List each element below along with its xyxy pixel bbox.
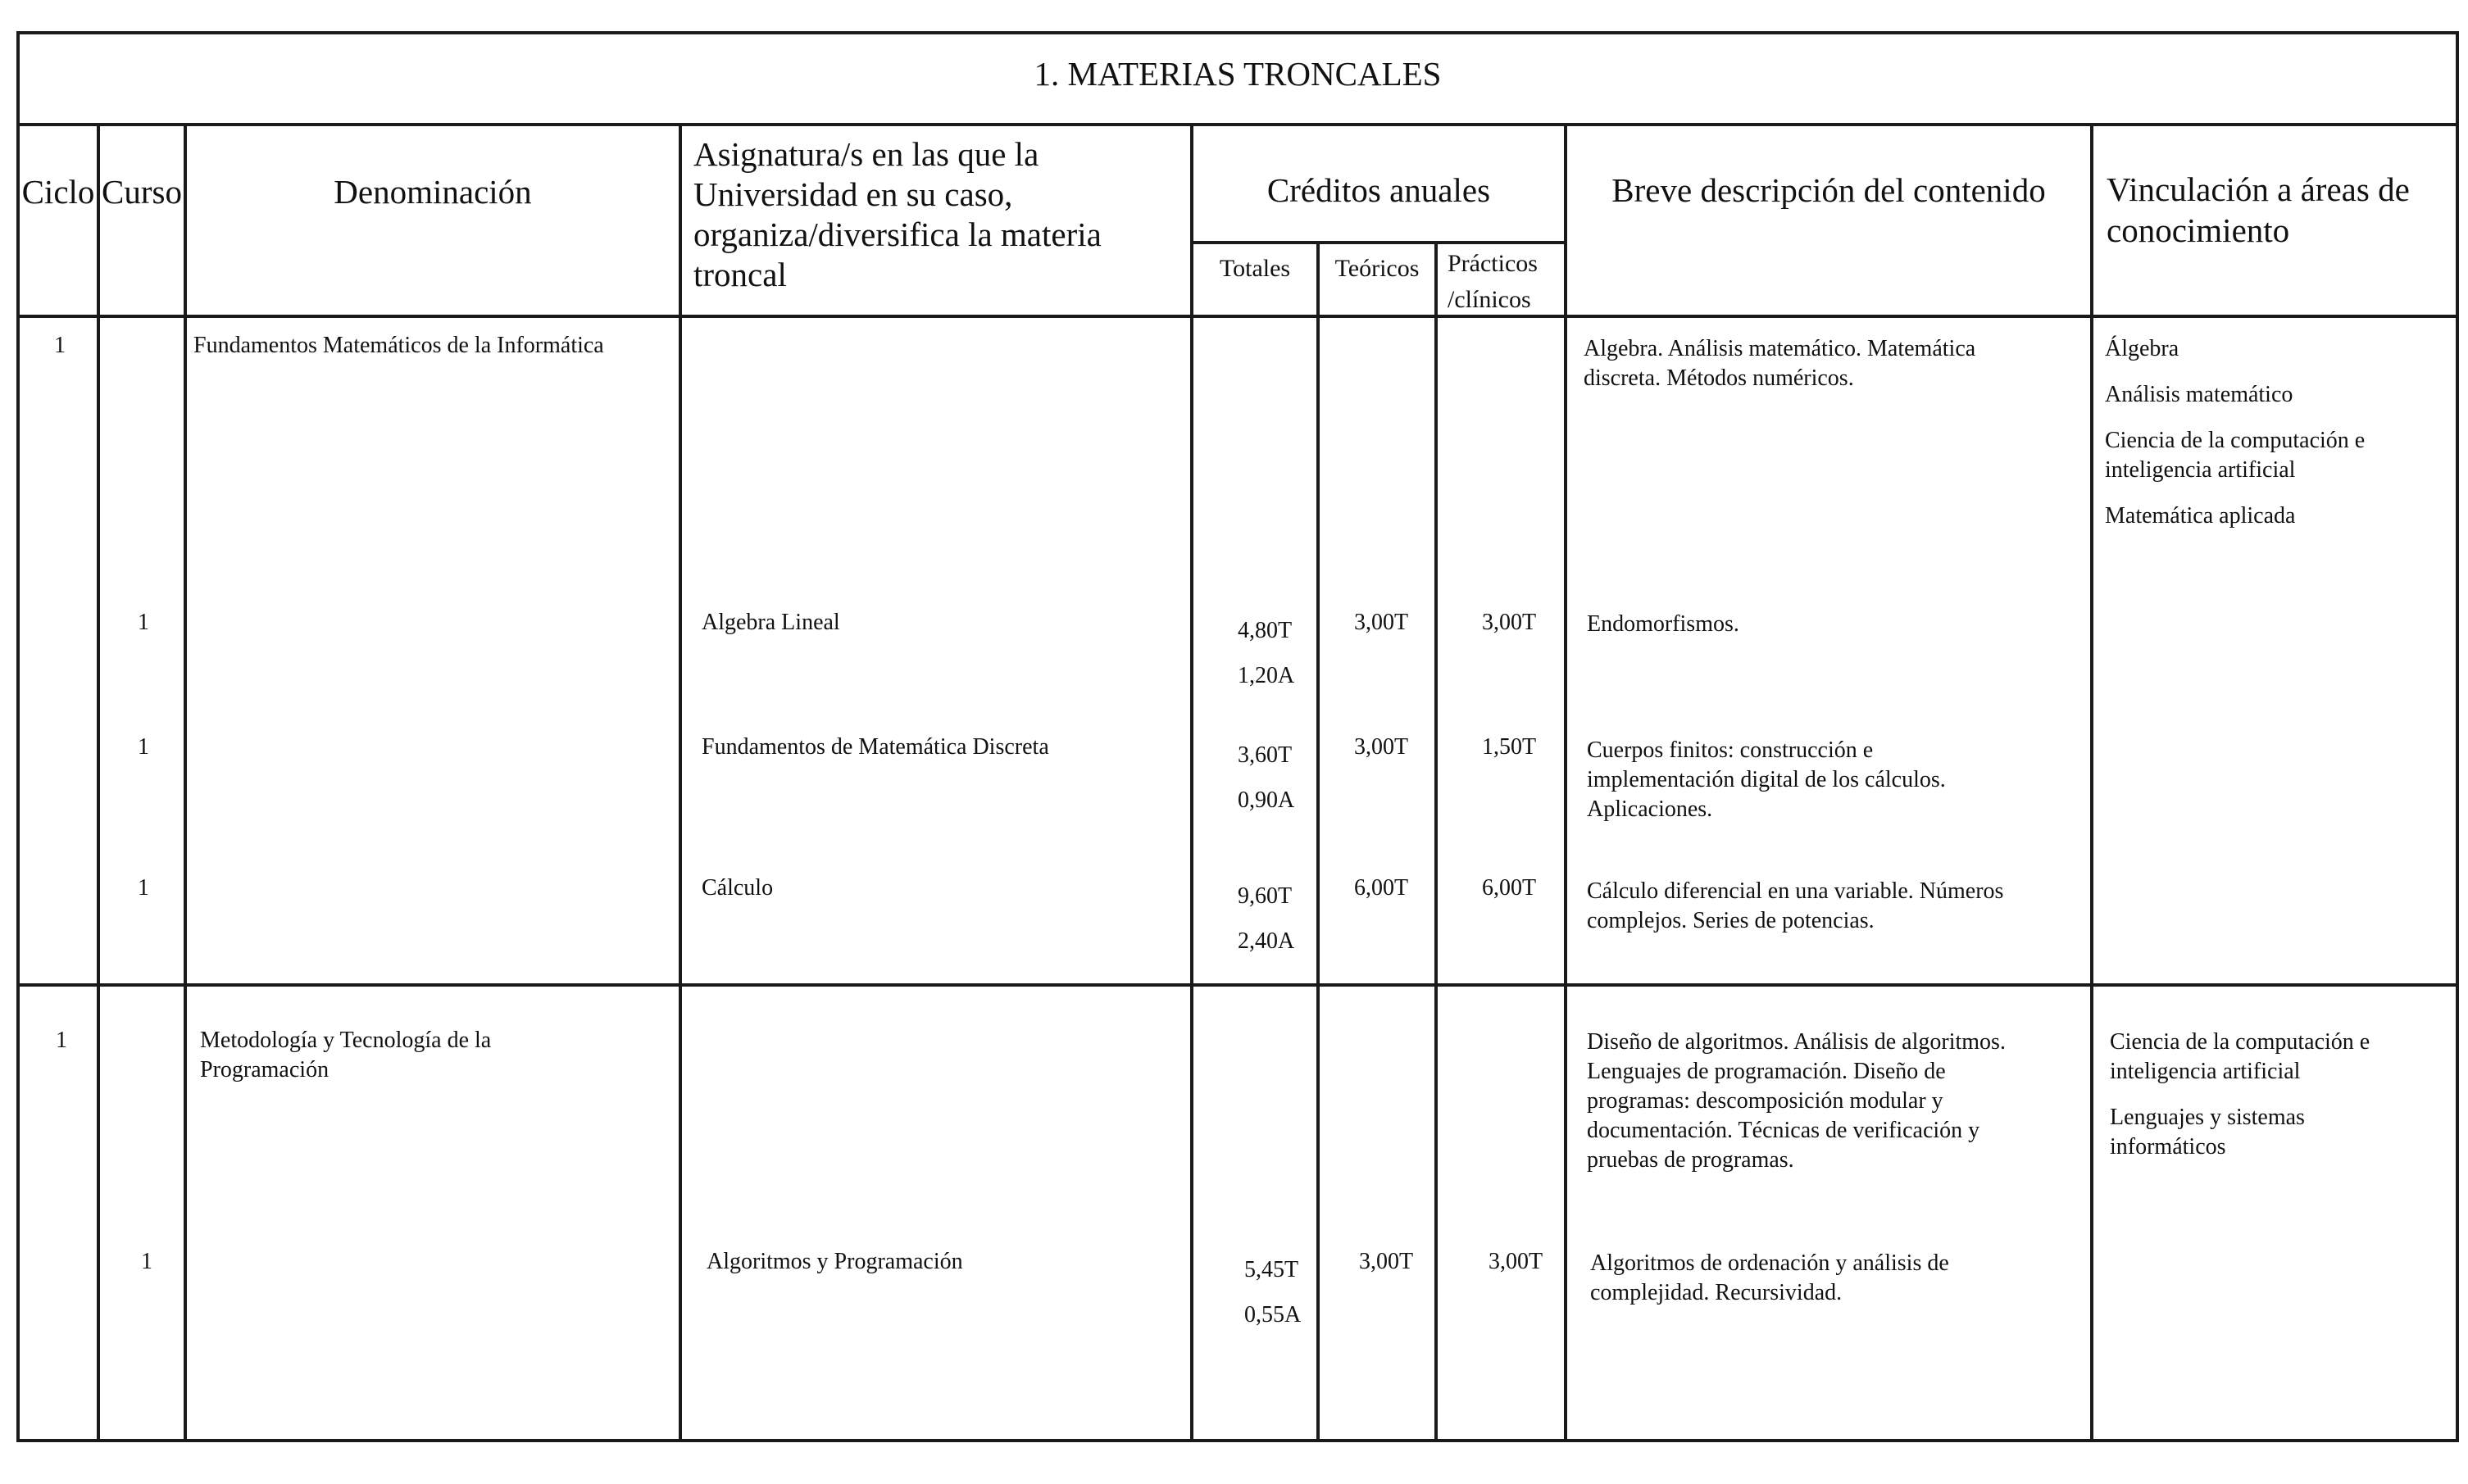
subject-descripcion xyxy=(1587,877,2087,936)
descripcion-line: Cálculo diferencial en una variable. Números xyxy=(1587,878,2004,904)
table-border-left xyxy=(16,31,20,1442)
descripcion-line: Algebra. Análisis matemático. Matemática xyxy=(1584,336,1976,361)
subject-name: Algoritmos y Programación xyxy=(707,1249,963,1274)
subject-curso: 1 xyxy=(141,1249,152,1274)
descripcion-line: Algoritmos de ordenación y análisis de xyxy=(1590,1250,1949,1276)
col-line-asignatura xyxy=(1190,123,1193,1442)
subject-teoricos: 6,00T xyxy=(1354,875,1409,901)
block-areas xyxy=(2105,334,2449,531)
table-title: 1. MATERIAS TRONCALES xyxy=(1034,55,1442,93)
descripcion-line: implementación digital de los cálculos. xyxy=(1587,767,1946,792)
area-item: Ciencia de la computación e xyxy=(2110,1029,2370,1055)
subject-practicos: 3,00T xyxy=(1482,610,1537,635)
header-vinculacion-line: Vinculación a áreas de xyxy=(2107,170,2410,208)
subject-curso: 1 xyxy=(138,610,149,635)
totales-value: 0,55A xyxy=(1244,1302,1302,1327)
header-asignatura-line: organiza/diversifica la materia xyxy=(693,216,1102,253)
block-denominacion: Fundamentos Matemáticos de la Informática xyxy=(193,333,604,358)
header-totales: Totales xyxy=(1219,255,1291,282)
subject-name: Cálculo xyxy=(702,875,774,901)
denominacion-line: Programación xyxy=(200,1057,330,1082)
table-border-top xyxy=(16,31,2459,34)
totales-value: 0,90A xyxy=(1238,787,1295,813)
subject-totales xyxy=(1238,608,1303,698)
header-teoricos: Teóricos xyxy=(1334,255,1420,282)
subject-totales xyxy=(1244,1247,1310,1337)
descripcion-line: documentación. Técnicas de verificación y xyxy=(1587,1118,1980,1143)
subject-teoricos: 3,00T xyxy=(1359,1249,1414,1274)
area-item: informáticos xyxy=(2110,1134,2226,1160)
descripcion-line: discreta. Métodos numéricos. xyxy=(1584,365,1854,391)
block-areas xyxy=(2110,1028,2446,1162)
subject-curso: 1 xyxy=(138,875,149,901)
descripcion-line: programas: descomposición modular y xyxy=(1587,1088,1943,1114)
col-line-descripcion xyxy=(2090,123,2093,1442)
block-ciclo: 1 xyxy=(56,1028,67,1053)
header-practicos-line: /clínicos xyxy=(1448,286,1531,313)
area-item: Ciencia de la computación e xyxy=(2105,428,2366,453)
area-item: inteligencia artificial xyxy=(2110,1059,2301,1084)
descripcion-line: Endomorfismos. xyxy=(1587,611,1739,637)
header-vinculacion-line: conocimiento xyxy=(2107,211,2290,249)
descripcion-line: Cuerpos finitos: construcción e xyxy=(1587,737,1874,763)
subject-descripcion xyxy=(1590,1249,2082,1308)
block-denominacion xyxy=(200,1026,659,1085)
descripcion-line: Lenguajes de programación. Diseño de xyxy=(1587,1059,1946,1084)
descripcion-line: Diseño de algoritmos. Análisis de algoritmos. xyxy=(1587,1029,2006,1055)
header-descripcion: Breve descripción del contenido xyxy=(1611,171,2046,209)
totales-value: 2,40A xyxy=(1238,928,1295,954)
subject-practicos: 3,00T xyxy=(1489,1249,1543,1274)
header-asignatura-line: Universidad en su caso, xyxy=(693,175,1013,213)
table-border-right xyxy=(2456,31,2459,1442)
subject-name: Algebra Lineal xyxy=(702,610,840,635)
block-descripcion xyxy=(1587,1028,2087,1175)
col-line-creditos xyxy=(1564,123,1567,1442)
denominacion-line: Metodología y Tecnología de la xyxy=(200,1028,492,1053)
area-item: Lenguajes y sistemas xyxy=(2110,1105,2305,1130)
totales-value: 9,60T xyxy=(1238,883,1293,909)
block-descripcion xyxy=(1584,334,2075,393)
block-ciclo: 1 xyxy=(54,333,66,358)
area-item: inteligencia artificial xyxy=(2105,457,2296,483)
header-asignatura-line: troncal xyxy=(693,256,787,293)
header-practicos xyxy=(1448,246,1538,318)
subject-teoricos: 3,00T xyxy=(1354,734,1409,760)
header-vinculacion xyxy=(2107,169,2410,251)
descripcion-line: complejidad. Recursividad. xyxy=(1590,1280,1843,1305)
area-item: Análisis matemático xyxy=(2105,382,2293,407)
subject-totales xyxy=(1238,733,1303,823)
header-asignatura-line: Asignatura/s en las que la xyxy=(693,135,1039,173)
subject-descripcion xyxy=(1587,736,2079,824)
descripcion-line: complejos. Series de potencias. xyxy=(1587,908,1875,933)
col-line-totales xyxy=(1316,241,1320,1442)
totales-value: 3,60T xyxy=(1238,742,1293,768)
header-asignatura xyxy=(693,134,1102,295)
materias-troncales-table xyxy=(16,31,2459,1442)
header-curso: Curso xyxy=(102,173,182,211)
header-creditos: Créditos anuales xyxy=(1266,171,1491,209)
totales-value: 1,20A xyxy=(1238,663,1295,688)
col-line-curso xyxy=(184,123,187,1442)
col-line-denominacion xyxy=(679,123,682,1442)
totales-value: 5,45T xyxy=(1244,1257,1299,1282)
header-denominacion: Denominación xyxy=(334,173,532,211)
descripcion-line: Aplicaciones. xyxy=(1587,796,1713,822)
col-line-ciclo xyxy=(97,123,100,1442)
descripcion-line: pruebas de programas. xyxy=(1587,1147,1794,1173)
subject-name: Fundamentos de Matemática Discreta xyxy=(702,734,1049,760)
creditos-sub-divider xyxy=(1190,241,1564,244)
area-item: Álgebra xyxy=(2105,336,2179,361)
subject-teoricos: 3,00T xyxy=(1354,610,1409,635)
subject-descripcion xyxy=(1587,610,2079,639)
header-practicos-line: Prácticos xyxy=(1448,250,1538,277)
header-ciclo: Ciclo xyxy=(21,173,95,211)
subject-practicos: 1,50T xyxy=(1482,734,1537,760)
area-item: Matemática aplicada xyxy=(2105,503,2296,529)
subject-curso: 1 xyxy=(138,734,149,760)
subject-totales xyxy=(1238,874,1303,964)
totales-value: 4,80T xyxy=(1238,618,1293,643)
subject-practicos: 6,00T xyxy=(1482,875,1537,901)
col-line-teoricos xyxy=(1434,241,1438,1442)
